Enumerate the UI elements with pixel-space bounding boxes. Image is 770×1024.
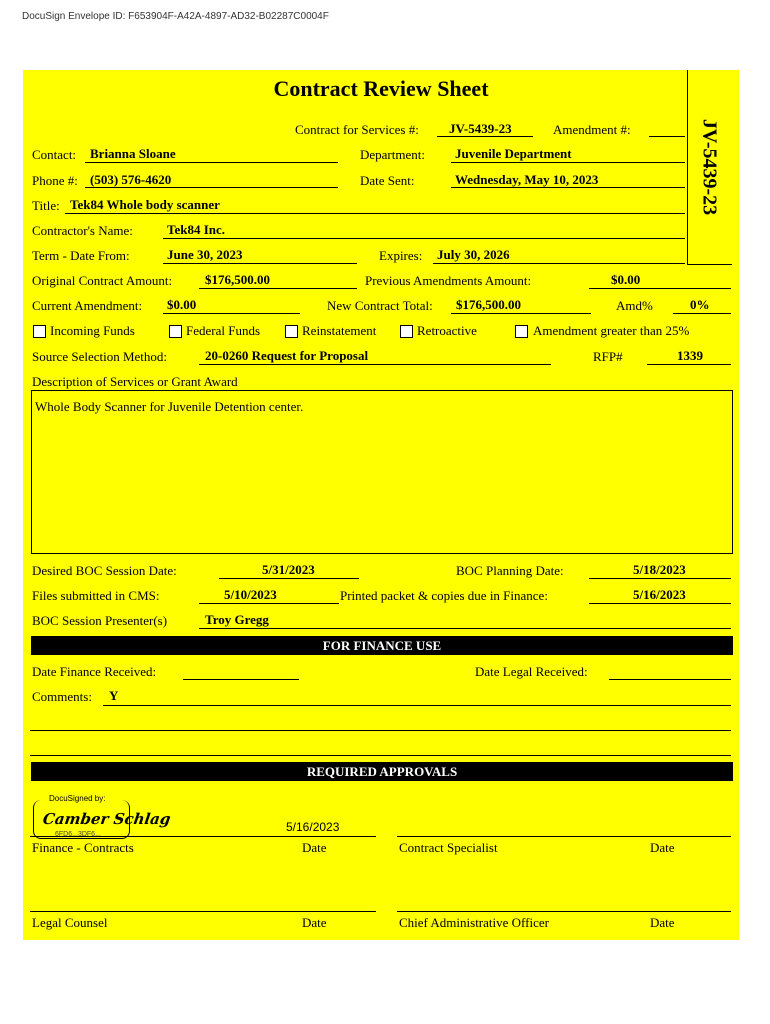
contract-services-label: Contract for Services #: [295, 122, 419, 137]
reinstatement-label: Reinstatement [302, 323, 377, 338]
cao-signature-line[interactable] [397, 911, 731, 912]
envelope-id: DocuSign Envelope ID: F653904F-A42A-4897-AD32-B02287C0004F [22, 11, 329, 22]
amd-pct-value: 0% [690, 297, 710, 312]
comments-line-1[interactable] [103, 705, 731, 706]
rfp-line [647, 364, 731, 365]
specialist-signature-line[interactable] [397, 836, 731, 837]
amd-pct-label: Amd% [616, 298, 653, 313]
signature-id: 6FD6...3DF6... [55, 831, 101, 838]
description-text: Whole Body Scanner for Juvenile Detention center. [35, 399, 304, 414]
term-from-label: Term - Date From: [32, 248, 130, 263]
title-value: Tek84 Whole body scanner [70, 197, 220, 212]
title-label: Title: [32, 198, 60, 213]
contract-services-value: JV-5439-23 [449, 121, 512, 136]
date-label-2: Date [650, 840, 675, 855]
checkbox-incoming-funds[interactable] [33, 325, 46, 338]
current-amendment-value: $0.00 [167, 297, 197, 312]
previous-amendments-line [589, 288, 731, 289]
legal-received-line[interactable] [609, 679, 731, 680]
comments-line-2[interactable] [30, 730, 731, 731]
title-line [65, 213, 685, 214]
current-amendment-line [163, 313, 300, 314]
date-label-1: Date [302, 840, 327, 855]
signature-date: 5/16/2023 [286, 820, 340, 834]
date-sent-line [451, 187, 685, 188]
original-amount-label: Original Contract Amount: [32, 273, 173, 288]
contact-line [85, 162, 338, 163]
finance-signature-line[interactable] [30, 836, 376, 837]
date-label-3: Date [302, 915, 327, 930]
required-approvals-header: REQUIRED APPROVALS [31, 762, 733, 781]
new-total-label: New Contract Total: [327, 298, 433, 313]
expires-value: July 30, 2026 [437, 247, 510, 262]
date-label-4: Date [650, 915, 675, 930]
checkbox-retroactive[interactable] [400, 325, 413, 338]
boc-planning-line [589, 578, 731, 579]
current-amendment-label: Current Amendment: [32, 298, 143, 313]
comments-line-3[interactable] [30, 755, 731, 756]
contractor-label: Contractor's Name: [32, 223, 133, 238]
comments-label: Comments: [32, 689, 92, 704]
boc-session-value: 5/31/2023 [262, 562, 315, 577]
contact-label: Contact: [32, 147, 77, 162]
amendment-label: Amendment #: [553, 122, 631, 137]
files-cms-line [199, 603, 339, 604]
contract-review-sheet [23, 70, 739, 940]
federal-funds-label: Federal Funds [186, 323, 261, 338]
phone-line [85, 187, 338, 188]
finance-use-header: FOR FINANCE USE [31, 636, 733, 655]
original-amount-value: $176,500.00 [205, 272, 270, 287]
term-from-line [163, 263, 357, 264]
date-sent-label: Date Sent: [360, 173, 415, 188]
retroactive-label: Retroactive [417, 323, 477, 338]
page-title: Contract Review Sheet [273, 76, 489, 101]
rfp-label: RFP# [593, 349, 623, 364]
comments-value: Y [109, 688, 119, 703]
contact-value: Brianna Sloane [90, 146, 176, 161]
previous-amendments-label: Previous Amendments Amount: [365, 273, 532, 288]
legal-received-label: Date Legal Received: [475, 664, 588, 679]
boc-planning-value: 5/18/2023 [633, 562, 686, 577]
finance-received-label: Date Finance Received: [32, 664, 157, 679]
presenter-label: BOC Session Presenter(s) [32, 613, 168, 628]
boc-session-line [219, 578, 359, 579]
printed-packet-line [589, 603, 731, 604]
legal-signature-line[interactable] [30, 911, 376, 912]
side-contract-number: JV-5439-23 [698, 118, 721, 216]
contract-specialist-label: Contract Specialist [399, 840, 498, 855]
phone-label: Phone #: [32, 173, 78, 188]
files-cms-value: 5/10/2023 [224, 587, 277, 602]
original-amount-line [199, 288, 357, 289]
rfp-value: 1339 [677, 348, 703, 363]
source-selection-label: Source Selection Method: [32, 349, 168, 364]
boc-planning-label: BOC Planning Date: [456, 563, 564, 578]
expires-line [433, 263, 685, 264]
legal-counsel-label: Legal Counsel [32, 915, 108, 930]
signature-image: Camber Schlag [41, 810, 172, 828]
files-cms-label: Files submitted in CMS: [32, 588, 160, 603]
contractor-line [163, 238, 685, 239]
incoming-funds-label: Incoming Funds [50, 323, 135, 338]
contract-services-line [437, 136, 533, 137]
amendment-line [649, 136, 685, 137]
description-box[interactable] [31, 390, 733, 554]
department-label: Department: [360, 147, 425, 162]
boc-session-label: Desired BOC Session Date: [32, 563, 177, 578]
presenter-value: Troy Gregg [205, 612, 269, 627]
new-total-line [451, 313, 591, 314]
presenter-line [199, 628, 731, 629]
amendment-over-25-label: Amendment greater than 25% [533, 323, 690, 338]
date-sent-value: Wednesday, May 10, 2023 [455, 172, 599, 187]
description-label: Description of Services or Grant Award [32, 374, 238, 389]
department-line [451, 162, 685, 163]
phone-value: (503) 576-4620 [90, 172, 172, 187]
checkbox-amendment-over-25[interactable] [515, 325, 528, 338]
contractor-value: Tek84 Inc. [167, 222, 226, 237]
new-total-value: $176,500.00 [456, 297, 521, 312]
finance-received-line[interactable] [183, 679, 299, 680]
printed-packet-value: 5/16/2023 [633, 587, 686, 602]
source-selection-value: 20-0260 Request for Proposal [205, 348, 369, 363]
checkbox-reinstatement[interactable] [285, 325, 298, 338]
checkbox-federal-funds[interactable] [169, 325, 182, 338]
term-from-value: June 30, 2023 [167, 247, 243, 262]
printed-packet-label: Printed packet & copies due in Finance: [340, 588, 548, 603]
previous-amendments-value: $0.00 [611, 272, 641, 287]
docusigned-by-label: DocuSigned by: [49, 794, 106, 803]
finance-contracts-label: Finance - Contracts [32, 840, 134, 855]
department-value: Juvenile Department [455, 146, 572, 161]
expires-label: Expires: [379, 248, 423, 263]
source-selection-line [199, 364, 551, 365]
cao-label: Chief Administrative Officer [399, 915, 549, 930]
amd-pct-line [673, 313, 731, 314]
